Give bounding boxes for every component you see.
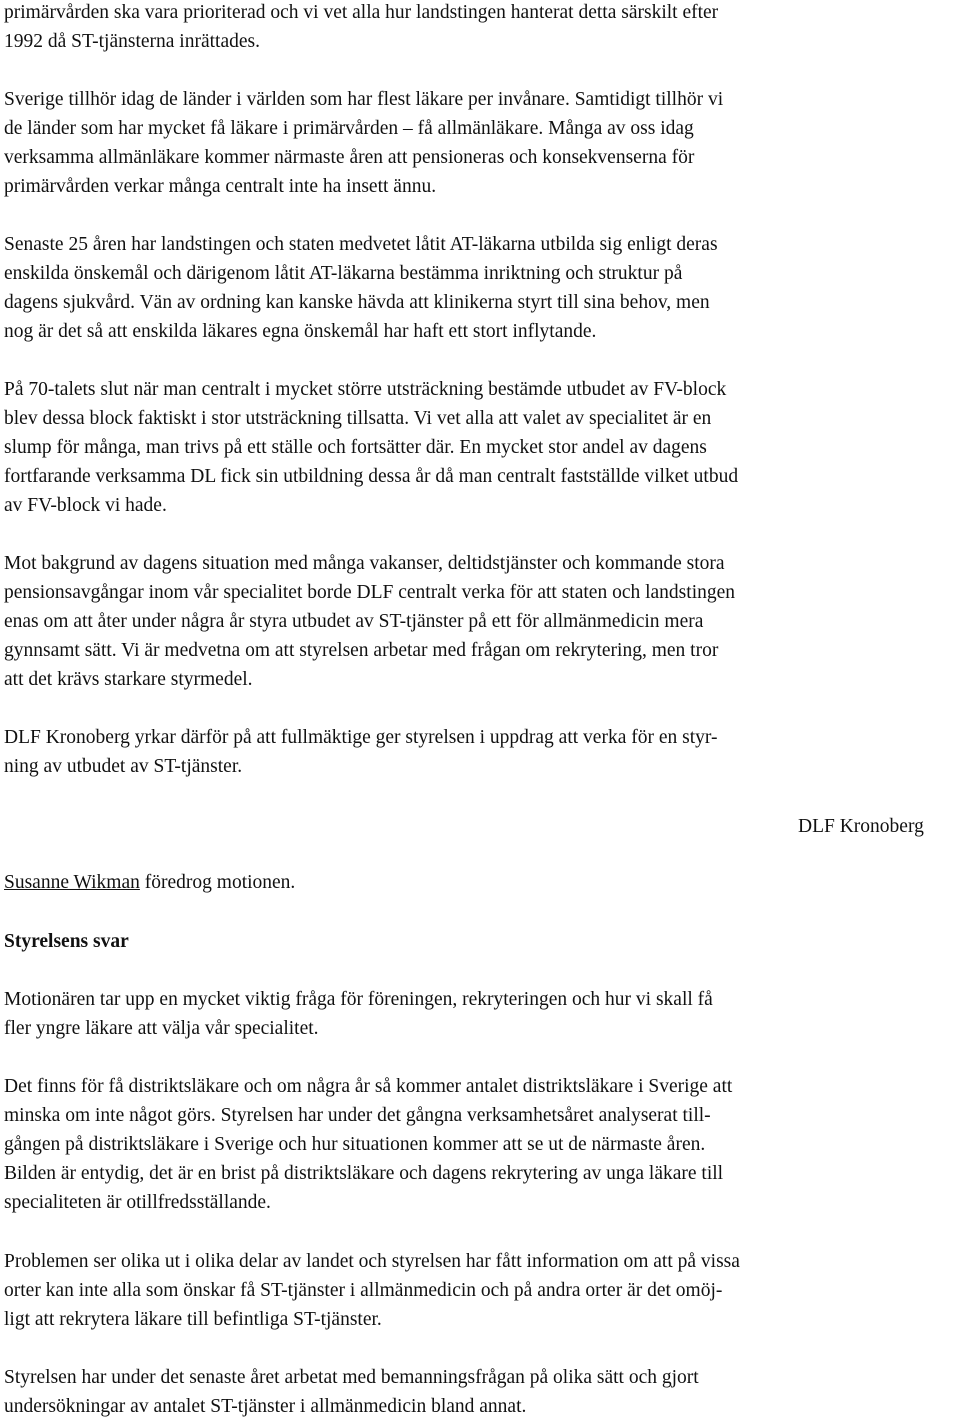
text-line: Sverige tillhör idag de länder i världen som har flest läkare per invånare. Samtidigt tillhör vi [4,89,724,110]
text-line: nog är det så att enskilda läkares egna önskemål har haft ett stort inflytande. [4,321,597,342]
text-line: fortfarande verksamma DL fick sin utbildning dessa år då man centralt fastställde vilket utbud [4,466,739,487]
text-line: de länder som har mycket få läkare i primärvården – få allmänläkare. Många av oss idag [4,118,694,139]
presenter-suffix: föredrog motionen. [139,872,296,893]
text-line: På 70-talets slut när man centralt i mycket större utsträckning bestämde utbudet av FV-block [4,379,727,400]
text-line: primärvården verkar många centralt inte ha insett ännu. [4,176,437,197]
text-line: primärvården ska vara prioriterad och vi vet alla hur landstingen hanterat detta särskilt efter [4,2,719,23]
text-line: Motionären tar upp en mycket viktig fråga för föreningen, rekryteringen och hur vi skall få [4,989,713,1010]
text-line: Bilden är entydig, det är en brist på distriktsläkare och dagens rekrytering av unga läkare till [4,1163,724,1184]
text-line: blev dessa block faktiskt i stor utsträckning tillsatta. Vi vet alla att valet av specialitet är en [4,408,712,429]
text-line: gången på distriktsläkare i Sverige och hur situationen kommer att se ut de närmaste åren. [4,1134,706,1155]
text-line: av FV-block vi hade. [4,495,167,516]
text-line: specialiteten är otillfredsställande. [4,1192,271,1213]
text-line: 1992 då ST-tjänsterna inrättades. [4,31,260,52]
text-line: slump för många, man trivs på ett ställe och fortsätter där. En mycket stor andel av dagens [4,437,707,458]
text-line: DLF Kronoberg yrkar därför på att fullmäktige ger styrelsen i uppdrag att verka för en styr- [4,727,718,748]
text-line: fler yngre läkare att välja vår specialitet. [4,1018,319,1039]
presenter-name: Susanne Wikman [4,872,140,893]
text-line: Mot bakgrund av dagens situation med många vakanser, deltidstjänster och kommande stora [4,553,725,574]
text-line: dagens sjukvård. Vän av ordning kan kanske hävda att klinikerna styrt till sina behov, men [4,292,710,313]
text-line: ning av utbudet av ST-tjänster. [4,756,243,777]
text-line: pensionsavgångar inom vår specialitet borde DLF centralt verka för att staten och landstingen [4,582,736,603]
text-line: gynnsamt sätt. Vi är medvetna om att styrelsen arbetar med frågan om rekrytering, men tror [4,640,719,661]
text-line: undersökningar av antalet ST-tjänster i allmänmedicin bland annat. [4,1396,527,1417]
text-line: Problemen ser olika ut i olika delar av landet och styrelsen har fått information om att på vissa [4,1251,740,1272]
text-line: Senaste 25 åren har landstingen och staten medvetet låtit AT-läkarna utbilda sig enligt deras [4,234,718,255]
signature: DLF Kronoberg [798,816,924,837]
text-line: Styrelsen har under det senaste året arbetat med bemanningsfrågan på olika sätt och gjort [4,1367,699,1388]
presenter-line [4,868,295,897]
text-line: att det krävs starkare styrmedel. [4,669,253,690]
text-line: minska om inte något görs. Styrelsen har under det gångna verksamhetsåret analyserat till- [4,1105,711,1126]
text-line: verksamma allmänläkare kommer närmaste åren att pensioneras och konsekvenserna för [4,147,695,168]
text-line: ligt att rekrytera läkare till befintliga ST-tjänster. [4,1309,382,1330]
section-heading: Styrelsens svar [4,931,129,952]
text-line: enas om att åter under några år styra utbudet av ST-tjänster på ett för allmänmedicin mera [4,611,704,632]
text-line: enskilda önskemål och därigenom låtit AT-läkarna bestämma inriktning och struktur på [4,263,683,284]
text-line: Det finns för få distriktsläkare och om några år så kommer antalet distriktsläkare i Sverige att [4,1076,733,1097]
text-line: orter kan inte alla som önskar få ST-tjänster i allmänmedicin och på andra orter är det omöj- [4,1280,723,1301]
